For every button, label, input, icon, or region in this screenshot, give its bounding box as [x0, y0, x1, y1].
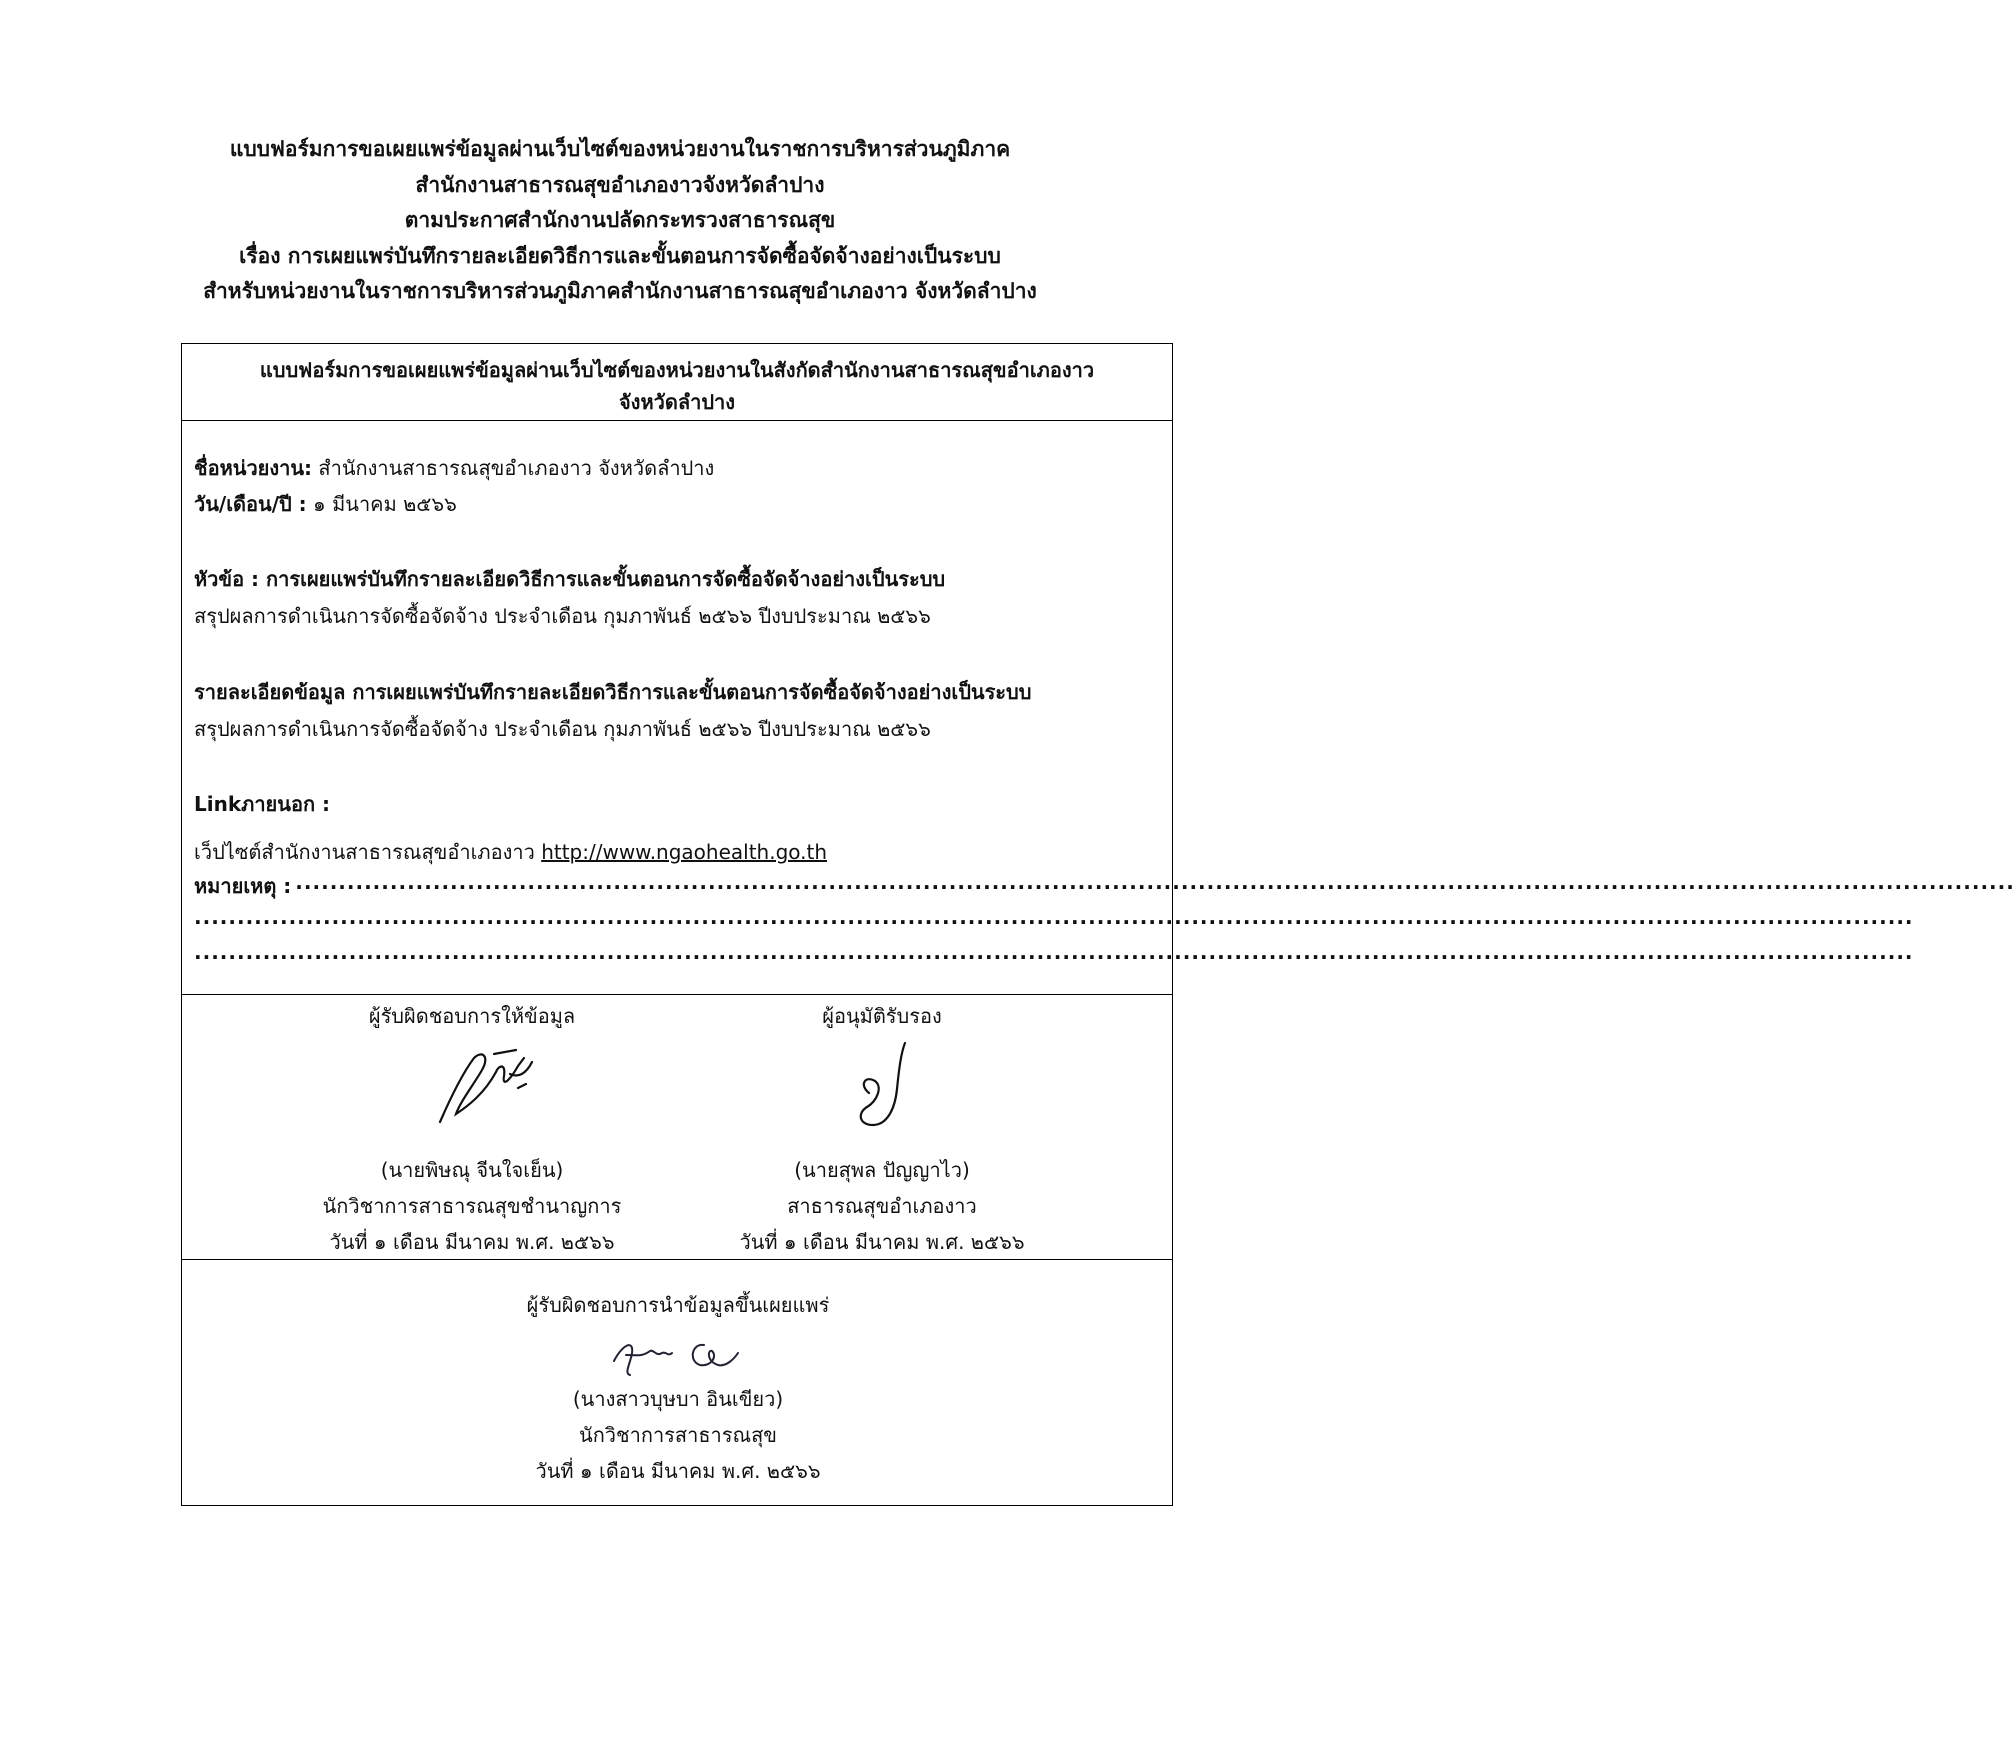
approver-position: สาธารณสุขอำเภองาว [787, 1194, 977, 1218]
header-line-4: เรื่อง การเผยแพร่บันทึกรายละเอียดวิธีการและขั้นตอนการจัดซื้อจัดจ้างอย่างเป็นระบบ [239, 243, 1001, 268]
date-label: วัน/เดือน/ปี : [194, 492, 307, 516]
website-row [194, 836, 827, 868]
agency-row [194, 452, 714, 484]
publisher-signature-block [468, 1259, 888, 1504]
publisher-position: นักวิชาการสาธารณสุข [579, 1423, 777, 1447]
form-title-line-1: แบบฟอร์มการขอเผยแพร่ข้อมูลผ่านเว็บไซต์ของหน่วยงานในสังกัดสำนักงานสาธารณสุขอำเภองาว [259, 358, 1095, 382]
agency-value: สำนักงานสาธารณสุขอำเภองาว จังหวัดลำปาง [312, 456, 715, 480]
header-line-5: สำหรับหน่วยงานในราชการบริหารส่วนภูมิภาคสำนักงานสาธารณสุขอำเภองาว จังหวัดลำปาง [203, 279, 1037, 303]
provider-name: (นายพิษณุ จีนใจเย็น) [380, 1158, 564, 1182]
topic-label: หัวข้อ : [194, 567, 260, 591]
website-text: เว็ปไซต์สำนักงานสาธารณสุขอำเภองาว [194, 840, 542, 864]
approver-name: (นายสุพล ปัญญาไว) [794, 1158, 970, 1182]
provider-date: วันที่ ๑ เดือน มีนาคม พ.ศ. ๒๕๖๖ [329, 1230, 615, 1254]
detail-value: การเผยแพร่บันทึกรายละเอียดวิธีการและขั้นตอนการจัดซื้อจัดจ้างอย่างเป็นระบบ [345, 680, 1032, 704]
approver-role: ผู้อนุมัติรับรอง [822, 1004, 942, 1028]
detail-row [194, 676, 1031, 708]
note-dots-2: ........................................................................................................................................................................................................ [194, 905, 1914, 929]
topic-summary: สรุปผลการดำเนินการจัดซื้อจัดจ้าง ประจำเดือน กุมภาพันธ์ ๒๕๖๖ ปีงบประมาณ ๒๕๖๖ [194, 604, 931, 628]
form-table [181, 343, 2015, 1506]
note-label: หมายเหตุ : [194, 874, 292, 898]
form-title [182, 344, 1172, 421]
note-dots-1: ........................................................................................................................................................................................................ [295, 870, 2015, 894]
form-title-line-2: จังหวัดลำปาง [618, 390, 736, 414]
provider-role: ผู้รับผิดชอบการให้ข้อมูล [368, 1004, 576, 1028]
header-line-3: ตามประกาศสำนักงานปลัดกระทรวงสาธารณสุข [404, 208, 836, 232]
publisher-role: ผู้รับผิดชอบการนำข้อมูลขึ้นเผยแพร่ [526, 1293, 830, 1317]
publisher-signature-image [608, 1331, 758, 1381]
provider-position: นักวิชาการสาธารณสุขชำนาญการ [322, 1194, 622, 1218]
note-row [194, 870, 2015, 902]
detail-summary: สรุปผลการดำเนินการจัดซื้อจัดจ้าง ประจำเดือน กุมภาพันธ์ ๒๕๖๖ ปีงบประมาณ ๒๕๖๖ [194, 717, 931, 741]
note-dots-3: ........................................................................................................................................................................................................ [194, 940, 1914, 964]
date-value: ๑ มีนาคม ๒๕๖๖ [306, 492, 457, 516]
document-header [0, 132, 1240, 310]
approver-date: วันที่ ๑ เดือน มีนาคม พ.ศ. ๒๕๖๖ [739, 1230, 1025, 1254]
topic-value: การเผยแพร่บันทึกรายละเอียดวิธีการและขั้นตอนการจัดซื้อจัดจ้างอย่างเป็นระบบ [259, 567, 946, 591]
agency-label: ชื่อหน่วยงาน: [194, 456, 313, 480]
provider-signature-block [262, 994, 682, 1259]
publisher-date: วันที่ ๑ เดือน มีนาคม พ.ศ. ๒๕๖๖ [535, 1459, 821, 1483]
provider-signature-image [432, 1044, 542, 1129]
date-row [194, 488, 457, 520]
header-line-1: แบบฟอร์มการขอเผยแพร่ข้อมูลผ่านเว็บไซต์ของหน่วยงานในราชการบริหารส่วนภูมิภาค [229, 137, 1011, 161]
publisher-name: (นางสาวบุษบา อินเขียว) [572, 1387, 784, 1411]
topic-row [194, 563, 945, 595]
approver-signature-image [847, 1039, 917, 1134]
website-link[interactable]: http://www.ngaohealth.go.th [541, 840, 828, 864]
approver-signature-block [672, 994, 1092, 1259]
detail-label: รายละเอียดข้อมูล [194, 680, 346, 704]
link-label: Linkภายนอก : [194, 792, 331, 816]
header-line-2: สำนักงานสาธารณสุขอำเภองาวจังหวัดลำปาง [415, 172, 825, 197]
